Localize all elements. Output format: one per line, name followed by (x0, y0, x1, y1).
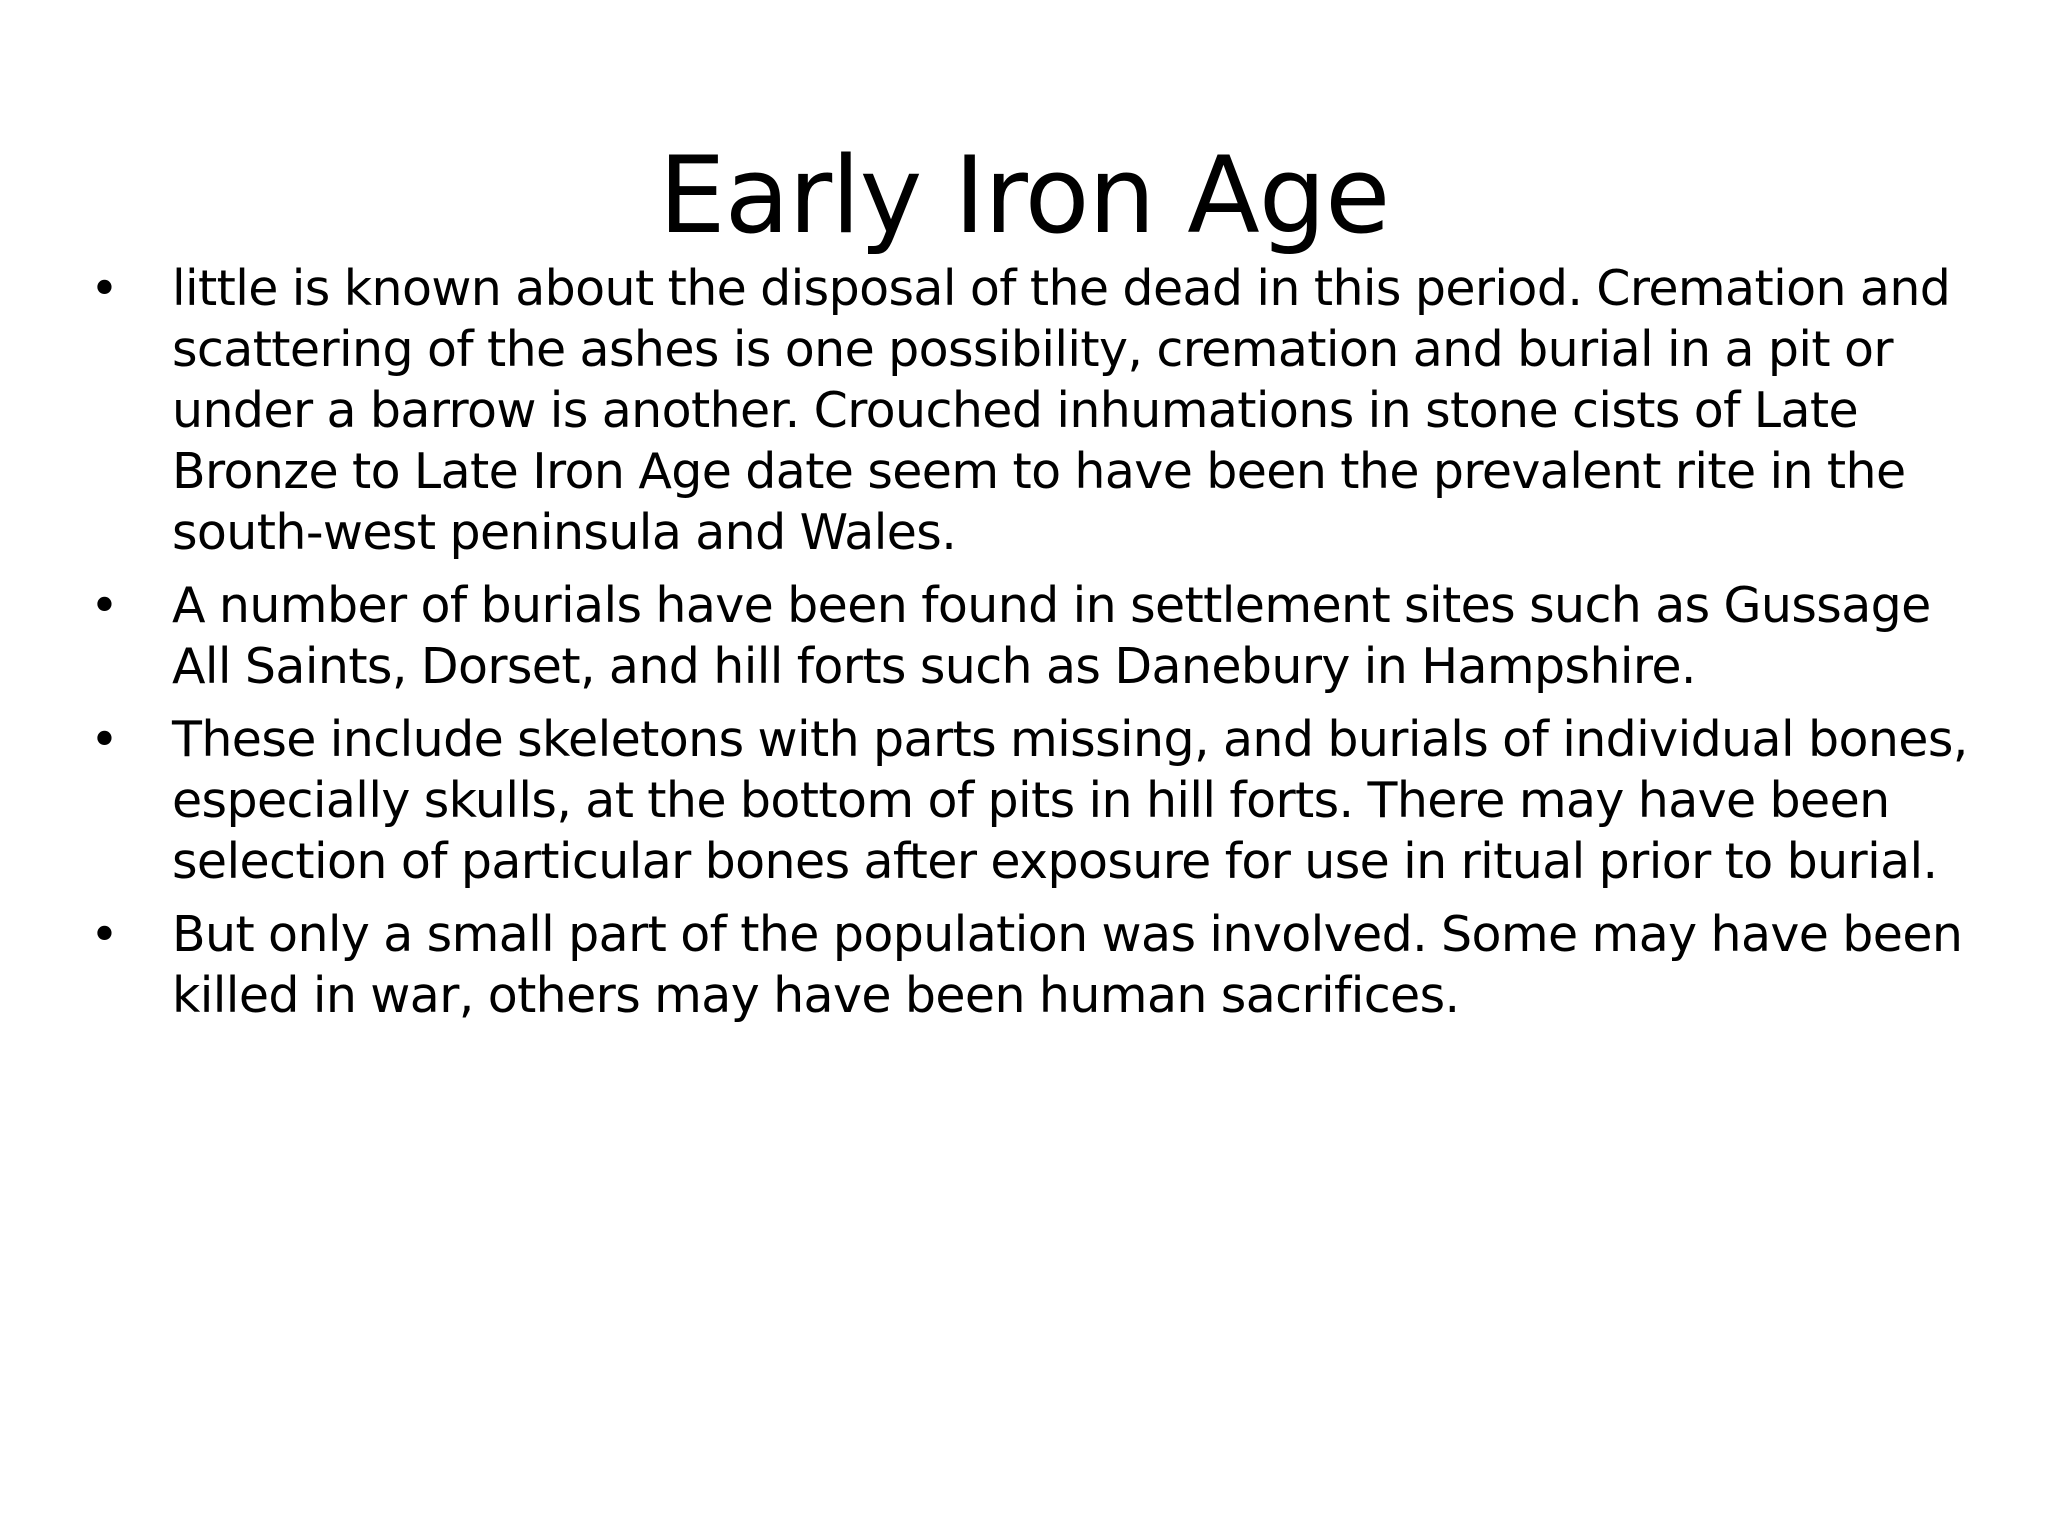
bullet-icon: • (90, 260, 119, 317)
bullet-item (90, 575, 2000, 697)
bullet-icon: • (90, 711, 119, 768)
bullet-item (90, 258, 2000, 563)
bullet-text: These include skeletons with parts missing, and burials of individual bones, especially skulls, at the bottom of pits in hill forts. There may have been selection of particular bones after exposure for use in ritual prior to burial. (172, 711, 1968, 890)
bullet-icon: • (90, 906, 119, 963)
bullet-text: But only a small part of the population was involved. Some may have been killed in war, others may have been human sacrifices. (172, 906, 1963, 1024)
bullet-item (90, 904, 2000, 1026)
bullet-text: A number of burials have been found in settlement sites such as Gussage All Saints, Dorset, and hill forts such as Danebury in Hampshire. (172, 577, 1931, 695)
bullet-text: little is known about the disposal of the dead in this period. Cremation and scattering of the ashes is one possibility, cremation and burial in a pit or under a barrow is another. Crouched inhumations in stone cists of Late Bronze to Late Iron Age date seem to have been the prevalent rite in the south-west peninsula and Wales. (172, 260, 1951, 561)
slide-title: Early Iron Age (658, 134, 1390, 257)
bullet-list (90, 258, 2000, 1038)
bullet-icon: • (90, 577, 119, 634)
bullet-item (90, 709, 2000, 892)
